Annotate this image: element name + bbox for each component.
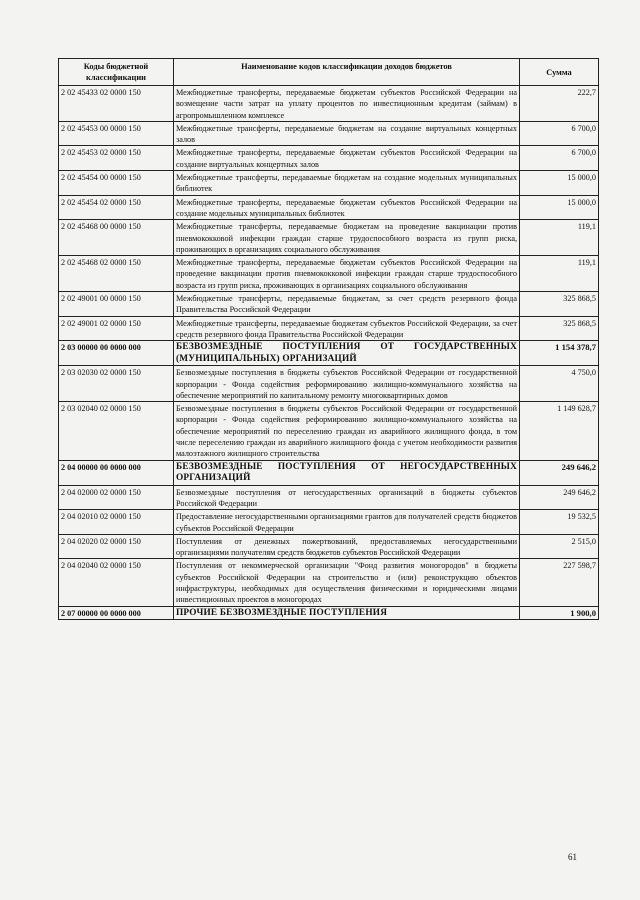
table-row [59, 121, 599, 146]
page-number: 61 [568, 852, 577, 862]
row-name: Межбюджетные трансферты, передаваемые бюджетам субъектов Российской Федерации на проведение вакцинации против пневмококковой инфекции граждан старше трудоспособного возраста из групп риска, проживающих в организациях социального обслуживания [174, 256, 520, 292]
row-name: Предоставление негосударственными организациями грантов для получателей средств бюджетов субъектов Российской Федерации [174, 510, 520, 535]
row-name: Межбюджетные трансферты, передаваемые бюджетам на создание модельных муниципальных библиотек [174, 171, 520, 196]
table-row [59, 316, 599, 341]
row-code: 2 04 02010 02 0000 150 [59, 510, 174, 535]
row-name: Безвозмездные поступления в бюджеты субъектов Российской Федерации от государственной корпорации - Фонда содействия реформированию жилищно-коммунального хозяйства на обеспечение мероприятий по переселению граждан из аварийного жилищного фонда, в том числе переселению граждан из аварийного жилищного фонда с учетом необходимости развития малоэтажного жилищного строительства [174, 402, 520, 460]
row-sum: 15 000,0 [520, 195, 599, 220]
header-code: Коды бюджетной классификации [59, 59, 174, 86]
row-name: Межбюджетные трансферты, передаваемые бюджетам субъектов Российской Федерации на создание виртуальных концертных залов [174, 146, 520, 171]
row-sum: 1 154 378,7 [520, 341, 599, 366]
table-row [59, 510, 599, 535]
row-code: 2 02 49001 02 0000 150 [59, 316, 174, 341]
row-sum: 325 868,5 [520, 292, 599, 317]
row-name: Безвозмездные поступления в бюджеты субъектов Российской Федерации от государственной корпорации - Фонда содействия реформированию жилищно-коммунального хозяйства на обеспечение мероприятий по капитальному ремонту многоквартирных домов [174, 366, 520, 402]
row-code: 2 02 45454 02 0000 150 [59, 195, 174, 220]
table-row [59, 292, 599, 317]
table-row [59, 402, 599, 460]
row-sum: 1 149 628,7 [520, 402, 599, 460]
row-sum: 1 900,0 [520, 606, 599, 620]
row-sum: 19 532,5 [520, 510, 599, 535]
row-code: 2 04 02040 02 0000 150 [59, 559, 174, 606]
row-code: 2 03 02030 02 0000 150 [59, 366, 174, 402]
row-sum: 249 646,2 [520, 460, 599, 485]
row-sum: 4 750,0 [520, 366, 599, 402]
row-code: 2 02 45453 02 0000 150 [59, 146, 174, 171]
row-name: ПРОЧИЕ БЕЗВОЗМЕЗДНЫЕ ПОСТУПЛЕНИЯ [174, 606, 520, 620]
row-name: Межбюджетные трансферты, передаваемые бюджетам на создание виртуальных концертных залов [174, 121, 520, 146]
table-row [59, 534, 599, 559]
row-name: БЕЗВОЗМЕЗДНЫЕ ПОСТУПЛЕНИЯ ОТ ГОСУДАРСТВЕННЫХ (МУНИЦИПАЛЬНЫХ) ОРГАНИЗАЦИЙ [174, 341, 520, 366]
row-name: Поступления от некоммерческой организации "Фонд развития моногородов" в бюджеты субъектов Российской Федерации на строительство и (или) реконструкцию объектов инфраструктуры, необходимых для осуществления физическими и юридическими лицами инвестиционных проектов в моногородах [174, 559, 520, 606]
row-code: 2 02 45468 00 0000 150 [59, 220, 174, 256]
row-sum: 325 868,5 [520, 316, 599, 341]
row-name: БЕЗВОЗМЕЗДНЫЕ ПОСТУПЛЕНИЯ ОТ НЕГОСУДАРСТВЕННЫХ ОРГАНИЗАЦИЙ [174, 460, 520, 485]
row-name: Межбюджетные трансферты, передаваемые бюджетам субъектов Российской Федерации, за счет средств резервного фонда Правительства Российской Федерации [174, 316, 520, 341]
table-row [59, 171, 599, 196]
row-code: 2 02 45454 00 0000 150 [59, 171, 174, 196]
row-name: Межбюджетные трансферты, передаваемые бюджетам субъектов Российской Федерации на создание модельных муниципальных библиотек [174, 195, 520, 220]
budget-revenue-table [58, 58, 599, 620]
table-row [59, 256, 599, 292]
row-sum: 2 515,0 [520, 534, 599, 559]
row-code: 2 02 45433 02 0000 150 [59, 86, 174, 122]
row-sum: 222,7 [520, 86, 599, 122]
row-name: Межбюджетные трансферты, передаваемые бюджетам, за счет средств резервного фонда Правительства Российской Федерации [174, 292, 520, 317]
header-sum: Сумма [520, 59, 599, 86]
table-row [59, 146, 599, 171]
table-row [59, 606, 599, 620]
header-name: Наименование кодов классификации доходов бюджетов [174, 59, 520, 86]
row-code: 2 07 00000 00 0000 000 [59, 606, 174, 620]
row-code: 2 04 02020 02 0000 150 [59, 534, 174, 559]
row-code: 2 03 02040 02 0000 150 [59, 402, 174, 460]
row-code: 2 02 45453 00 0000 150 [59, 121, 174, 146]
row-sum: 249 646,2 [520, 485, 599, 510]
table-row [59, 559, 599, 606]
table-row [59, 86, 599, 122]
row-sum: 227 598,7 [520, 559, 599, 606]
table-header-row [59, 59, 599, 86]
row-code: 2 03 00000 00 0000 000 [59, 341, 174, 366]
row-sum: 119,1 [520, 220, 599, 256]
row-name: Межбюджетные трансферты, передаваемые бюджетам на проведение вакцинации против пневмококковой инфекции граждан старше трудоспособного возраста из групп риска, проживающих в организациях социального обслуживания [174, 220, 520, 256]
table-row [59, 366, 599, 402]
table-row [59, 220, 599, 256]
row-code: 2 04 02000 02 0000 150 [59, 485, 174, 510]
table-row [59, 485, 599, 510]
table-row [59, 195, 599, 220]
row-code: 2 02 49001 00 0000 150 [59, 292, 174, 317]
table-row [59, 341, 599, 366]
row-sum: 119,1 [520, 256, 599, 292]
table-row [59, 460, 599, 485]
row-sum: 6 700,0 [520, 146, 599, 171]
row-name: Поступления от денежных пожертвований, предоставляемых негосударственными организациями получателям средств бюджетов субъектов Российской Федерации [174, 534, 520, 559]
row-code: 2 02 45468 02 0000 150 [59, 256, 174, 292]
row-sum: 15 000,0 [520, 171, 599, 196]
row-code: 2 04 00000 00 0000 000 [59, 460, 174, 485]
row-name: Межбюджетные трансферты, передаваемые бюджетам субъектов Российской Федерации на возмещение части затрат на уплату процентов по инвестиционным кредитам (займам) в агропромышленном комплексе [174, 86, 520, 122]
row-name: Безвозмездные поступления от негосударственных организаций в бюджеты субъектов Российской Федерации [174, 485, 520, 510]
row-sum: 6 700,0 [520, 121, 599, 146]
table-body [59, 86, 599, 620]
